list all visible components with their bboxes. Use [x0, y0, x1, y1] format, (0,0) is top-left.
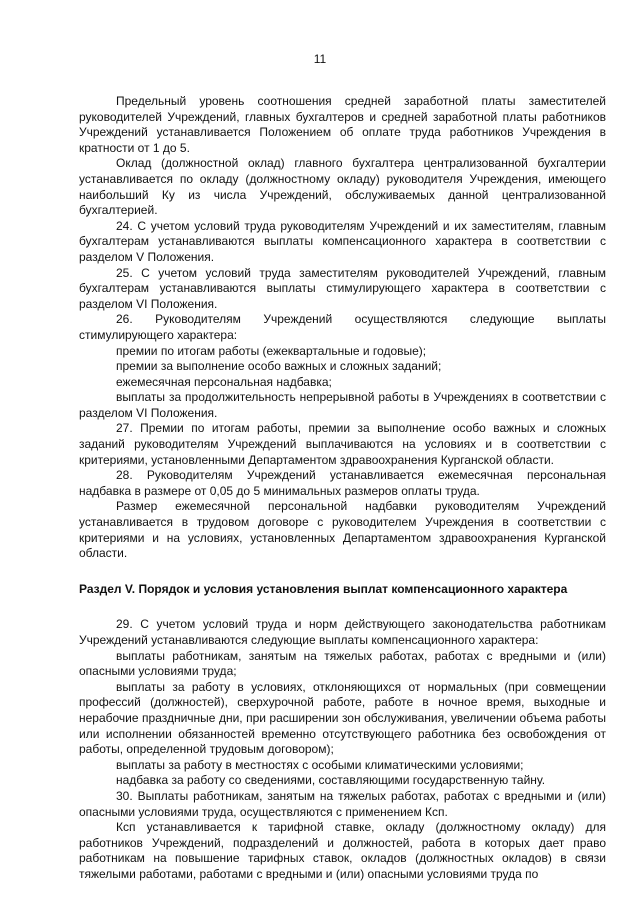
paragraphs-after	[79, 617, 606, 882]
paragraph: выплаты за работу в условиях, отклоняющихся от нормальных (при совмещении профессий (должностей), сверхурочной работе, работе в ночное время, выходные и нерабочие праздничные дни, при расширении зон обслуживания, увеличении объема работы или исполнении обязанностей временно отсутствующего работника без освобождения от работы, определенной трудовым договором);	[79, 679, 606, 757]
paragraph: выплаты за работу в местностях с особыми климатическими условиями;	[116, 757, 524, 772]
paragraph: 27. Премии по итогам работы, премии за выполнение особо важных и сложных заданий руководителям Учреждений выплачиваются на условиях и в соответствии с критериями, установленными Департаментом здравоохранения Курганской области.	[79, 421, 606, 467]
page-number: 11	[313, 52, 327, 66]
paragraph: 26. Руководителям Учреждений осуществляются следующие выплаты стимулирующего характера:	[79, 312, 606, 342]
paragraph: Оклад (должностной оклад) главного бухгалтера централизованной бухгалтерии устанавливается по окладу (должностному окладу) руководителя Учреждения, имеющего наибольший Ку из числа Учреждений, обслуживаемых данной централизованной бухгалтерией.	[79, 156, 606, 218]
paragraph: премии за выполнение особо важных и сложных заданий;	[116, 359, 442, 374]
paragraph: премии по итогам работы (ежеквартальные и годовые);	[116, 343, 427, 358]
paragraph: 29. С учетом условий труда и норм действующего законодательства работникам Учреждений устанавливаются следующие выплаты компенсационного характера:	[79, 617, 606, 647]
paragraph: Предельный уровень соотношения средней заработной платы заместителей руководителей Учреждений, главных бухгалтеров и средней заработной платы работников Учреждений устанавливается Положением об оплате труда работников Учреждения в кратности от 1 до 5.	[79, 94, 606, 155]
document-body	[79, 94, 606, 883]
paragraphs-before	[79, 94, 606, 562]
paragraph: ежемесячная персональная надбавка;	[116, 374, 332, 389]
paragraph: 28. Руководителям Учреждений устанавливается ежемесячная персональная надбавка в размере от 0,05 до 5 минимальных размеров оплаты труда.	[79, 468, 606, 498]
paragraph: Размер ежемесячной персональной надбавки руководителям Учреждений устанавливается в трудовом договоре с руководителем Учреждения в соответствии с критериями и на условиях, установленных Департаментом здравоохранения Курганской области.	[79, 499, 606, 561]
paragraph: 24. С учетом условий труда руководителям Учреждений и их заместителям, главным бухгалтерам устанавливаются выплаты компенсационного характера в соответствии с разделом V Положения.	[79, 218, 606, 264]
paragraph: 25. С учетом условий труда заместителям руководителей Учреждений, главным бухгалтерам устанавливаются выплаты стимулирующего характера в соответствии с разделом VI Положения.	[79, 265, 606, 311]
section-heading: Раздел V. Порядок и условия установления выплат компенсационного характера	[79, 581, 568, 596]
paragraph: надбавка за работу со сведениями, составляющими государственную тайну.	[116, 773, 546, 788]
paragraph: выплаты за продолжительность непрерывной работы в Учреждениях в соответствии с разделом VI Положения.	[79, 390, 606, 420]
paragraph: выплаты работникам, занятым на тяжелых работах, работах с вредными и (или) опасными условиями труда;	[79, 648, 606, 679]
paragraph: 30. Выплаты работникам, занятым на тяжелых работах, работах с вредными и (или) опасными условиями труда, осуществляются с применением Ксп.	[79, 788, 606, 819]
paragraph: Ксп устанавливается к тарифной ставке, окладу (должностному окладу) для работников Учреждений, подразделений и должностей, работа в которых дает право работникам на повышение тарифных ставок, окладов (должностных окладов) в связи тяжелыми работами, работами с вредными и (или) опасными условиями труда по	[79, 820, 606, 881]
